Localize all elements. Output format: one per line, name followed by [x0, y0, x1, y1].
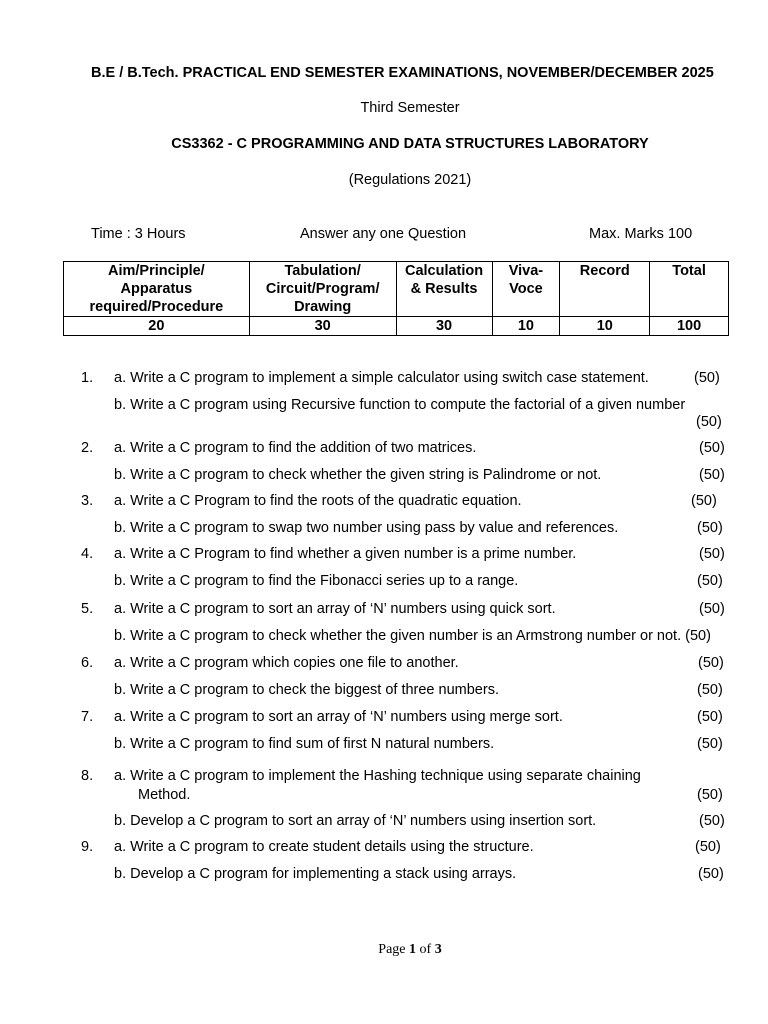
- value-record: 10: [560, 317, 650, 336]
- question-marks: (50): [699, 601, 725, 617]
- question-part-b: b. Write a C program to find the Fibonacci series up to a range.: [114, 573, 519, 589]
- question-number: 5.: [81, 601, 94, 617]
- header-line: Calculation: [404, 263, 484, 279]
- course-title: CS3362 - C PROGRAMMING AND DATA STRUCTURES LABORATORY: [171, 136, 649, 152]
- question-number: 6.: [81, 655, 94, 671]
- question-part-b: b. Write a C program to check whether the given number is an Armstrong number or not. (50): [114, 628, 711, 644]
- header-line: Aim/Principle/: [108, 263, 205, 279]
- header-line: Tabulation/: [284, 263, 361, 279]
- header-line: & Results: [410, 281, 478, 297]
- header-line: Voce: [509, 281, 543, 297]
- question-marks: (50): [697, 787, 723, 803]
- of-word: of: [419, 942, 432, 957]
- question-part-a: a. Write a C program to find the addition of two matrices.: [114, 440, 477, 456]
- table-values-row: [64, 317, 729, 336]
- header-total: [650, 262, 729, 317]
- question-marks: (50): [697, 520, 723, 536]
- question-marks: (50): [695, 839, 721, 855]
- value-aim: 20: [64, 317, 250, 336]
- question-marks: (50): [697, 682, 723, 698]
- question-marks: (50): [699, 546, 725, 562]
- header-tabulation: [249, 262, 396, 317]
- question-number: 1.: [81, 370, 94, 386]
- question-marks: (50): [691, 493, 717, 509]
- value-calculation: 30: [396, 317, 492, 336]
- header-record: [560, 262, 650, 317]
- exam-duration: Time : 3 Hours: [91, 226, 186, 242]
- question-part-a: a. Write a C program to sort an array of ‘N’ numbers using quick sort.: [114, 601, 556, 617]
- semester: Third Semester: [360, 100, 460, 116]
- question-number: 3.: [81, 493, 94, 509]
- page-number: 1: [409, 942, 417, 957]
- header-line: Circuit/Program/: [265, 281, 380, 297]
- question-part-a: a. Write a C Program to find the roots of the quadratic equation.: [114, 493, 522, 509]
- header-calculation: [396, 262, 492, 317]
- question-number: 8.: [81, 768, 94, 784]
- page-word: Page: [378, 942, 406, 957]
- exam-title: B.E / B.Tech. PRACTICAL END SEMESTER EXAMINATIONS, NOVEMBER/DECEMBER 2025: [91, 65, 714, 81]
- header-line: Apparatus: [120, 281, 193, 297]
- instruction: Answer any one Question: [300, 226, 467, 242]
- header-viva: [492, 262, 560, 317]
- header-line: Viva-: [508, 263, 544, 279]
- value-total: 100: [650, 317, 729, 336]
- question-part-a: a. Write a C Program to find whether a given number is a prime number.: [114, 546, 577, 562]
- question-number: 7.: [81, 709, 94, 725]
- question-marks: (50): [698, 655, 724, 671]
- question-marks: (50): [698, 866, 724, 882]
- question-part-b: b. Develop a C program for implementing a stack using arrays.: [114, 866, 517, 882]
- question-marks: (50): [697, 736, 723, 752]
- question-part-b: b. Write a C program using Recursive function to compute the factorial of a given number: [114, 397, 686, 413]
- marks-distribution-table: [63, 261, 729, 336]
- question-marks: (50): [697, 709, 723, 725]
- regulations: (Regulations 2021): [348, 172, 472, 188]
- question-marks: (50): [697, 573, 723, 589]
- question-marks: (50): [699, 813, 725, 829]
- header-line: Record: [579, 263, 630, 279]
- question-number: 2.: [81, 440, 94, 456]
- question-marks: (50): [699, 467, 725, 483]
- question-part-b: b. Develop a C program to sort an array of ‘N’ numbers using insertion sort.: [114, 813, 597, 829]
- question-marks: (50): [696, 414, 722, 430]
- question-part-b: b. Write a C program to check whether the given string is Palindrome or not.: [114, 467, 602, 483]
- question-part-b: b. Write a C program to check the biggest of three numbers.: [114, 682, 499, 698]
- header-line: required/Procedure: [89, 299, 224, 315]
- question-number: 9.: [81, 839, 94, 855]
- page-total: 3: [434, 942, 442, 957]
- question-part-a: a. Write a C program to implement a simple calculator using switch case statement.: [114, 370, 649, 386]
- question-part-a: a. Write a C program to sort an array of ‘N’ numbers using merge sort.: [114, 709, 563, 725]
- table-header-row: [64, 262, 729, 317]
- header-aim: [64, 262, 250, 317]
- question-part-a: a. Write a C program which copies one file to another.: [114, 655, 459, 671]
- header-line: Drawing: [294, 299, 352, 315]
- question-part-a: a. Write a C program to create student details using the structure.: [114, 839, 534, 855]
- value-viva: 10: [492, 317, 560, 336]
- question-marks: (50): [699, 440, 725, 456]
- question-part-a: a. Write a C program to implement the Hashing technique using separate chaining: [114, 768, 641, 784]
- question-part-b: b. Write a C program to find sum of first N natural numbers.: [114, 736, 495, 752]
- question-marks: (50): [694, 370, 720, 386]
- max-marks: Max. Marks 100: [589, 226, 693, 242]
- header-line: Total: [672, 263, 706, 279]
- page-indicator: [0, 942, 768, 958]
- question-part-a-continued: Method.: [138, 787, 191, 803]
- value-tabulation: 30: [249, 317, 396, 336]
- question-number: 4.: [81, 546, 94, 562]
- question-part-b: b. Write a C program to swap two number using pass by value and references.: [114, 520, 619, 536]
